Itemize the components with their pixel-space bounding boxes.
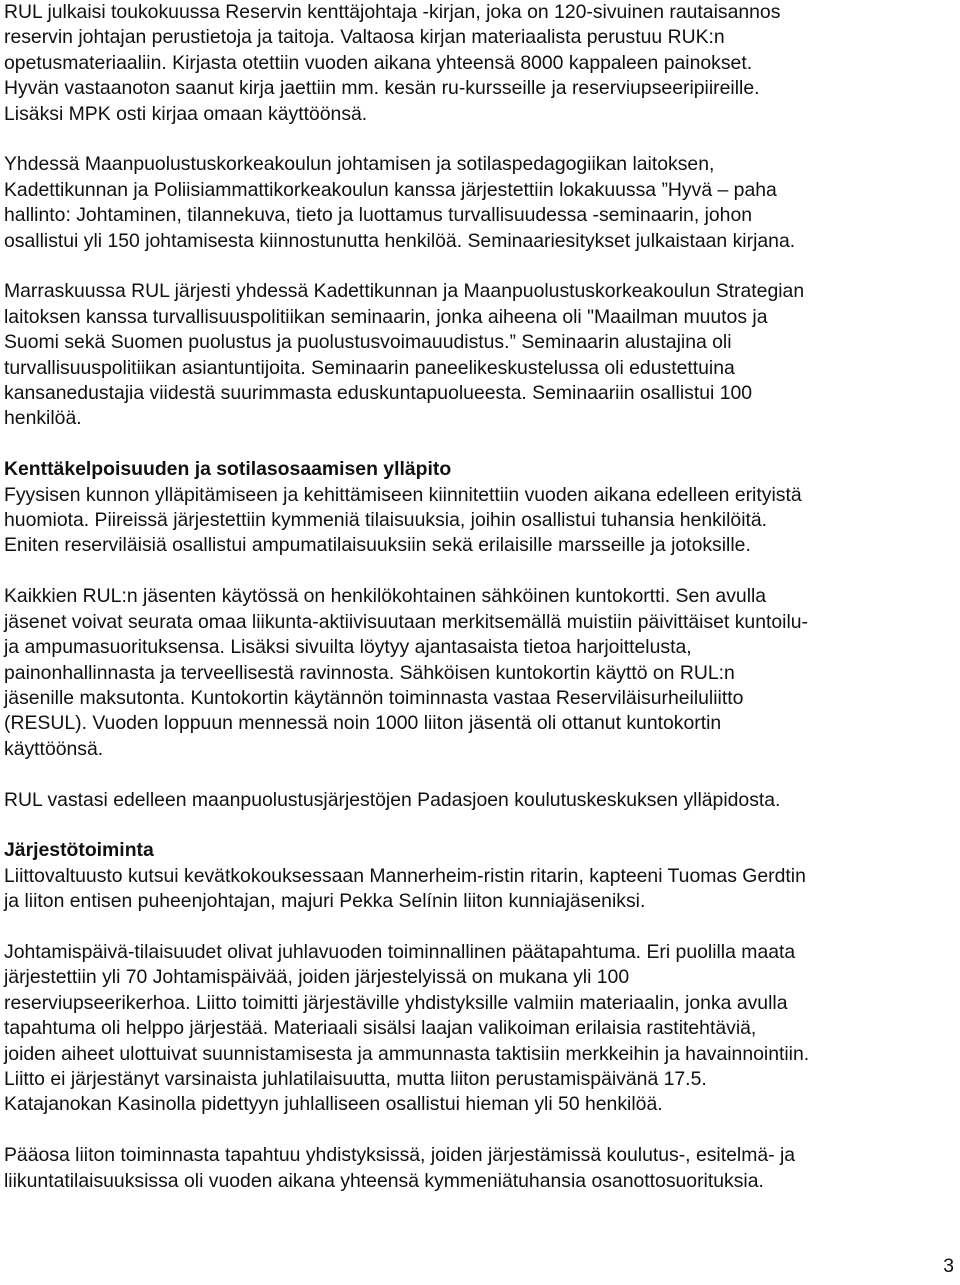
paragraph-security-policy-seminar	[4, 279, 956, 431]
text-line: painonhallinnasta ja terveellisestä ravinnosta. Sähköisen kuntokortin käyttö on RUL:n	[4, 661, 735, 684]
text-line: liikuntatilaisuuksissa oli vuoden aikana yhteensä kymmeniätuhansia osanottosuorituksia.	[4, 1169, 764, 1192]
paragraph-gap	[4, 127, 956, 152]
text-line: henkilöä.	[4, 407, 82, 430]
page-number: 3	[943, 1255, 954, 1277]
text-line: turvallisuuspolitiikan asiantuntijoita. Seminaarin paneelikeskustelussa oli edustettuina	[4, 356, 735, 379]
text-line: huomiota. Piireissä järjestettiin kymmeniä tilaisuuksia, joihin osallistui tuhansia henkilöitä.	[4, 509, 768, 532]
text-line: järjestettiin yli 70 Johtamispäivää, joiden järjestelyissä on mukana yli 100	[4, 966, 630, 989]
paragraph-association-activities	[4, 1143, 956, 1194]
paragraph-hallinto-seminar	[4, 152, 956, 254]
paragraph-gap	[4, 1118, 956, 1143]
paragraph-honorary-members	[4, 864, 956, 915]
paragraph-gap	[4, 915, 956, 940]
text-line: Liittovaltuusto kutsui kevätkokouksessaan Mannerheim-ristin ritarin, kapteeni Tuomas Gerdtin	[4, 864, 806, 887]
text-line: jäsenet voivat seurata omaa liikunta-aktiivisuutaan merkitsemällä muistiin päivittäiset kuntoilu-	[4, 610, 809, 633]
paragraph-fitness-card	[4, 584, 956, 762]
text-line: opetusmateriaaliin. Kirjasta otettiin vuoden aikana yhteensä 8000 kappaleen painokset.	[4, 51, 753, 74]
text-line: reserviupseerikerhoa. Liitto toimitti järjestäville yhdistyksille valmiin materiaalin, jonka avulla	[4, 991, 788, 1014]
section-heading-organization: Järjestötoiminta	[4, 839, 154, 862]
text-line: Eniten reserviläisiä osallistui ampumatilaisuuksiin sekä erilaisille marsseille ja jotoksille.	[4, 534, 751, 557]
text-line: Yhdessä Maanpuolustuskorkeakoulun johtamisen ja sotilaspedagogiikan laitoksen,	[4, 153, 715, 176]
text-line: Lisäksi MPK osti kirjaa omaan käyttöönsä.	[4, 102, 368, 125]
text-line: joiden aiheet ulottuivat suunnistamisesta ja ammunnasta taktisiin merkkeihin ja havainnointiin.	[4, 1042, 810, 1065]
text-line: RUL vastasi edelleen maanpuolustusjärjestöjen Padasjoen koulutuskeskuksen ylläpidosta.	[4, 788, 781, 811]
paragraph-gap	[4, 559, 956, 584]
text-line: Katajanokan Kasinolla pidettyyn juhlalliseen osallistui hieman yli 50 henkilöä.	[4, 1093, 663, 1116]
paragraph-padasjoki-center	[4, 788, 956, 813]
text-line: Johtamispäivä-tilaisuudet olivat juhlavuoden toiminnallinen päätapahtuma. Eri puolilla maata	[4, 940, 796, 963]
text-line: Kadettikunnan ja Poliisiammattikorkeakoulun kanssa järjestettiin lokakuussa ”Hyvä – paha	[4, 178, 777, 201]
text-line: kansanedustajia viidestä suurimmasta eduskuntapuolueesta. Seminaariin osallistui 100	[4, 382, 753, 405]
text-line: Marraskuussa RUL järjesti yhdessä Kadettikunnan ja Maanpuolustuskorkeakoulun Strategian	[4, 280, 805, 303]
text-line: Fyysisen kunnon ylläpitämiseen ja kehittämiseen kiinnitettiin vuoden aikana edelleen erityistä	[4, 483, 802, 506]
text-line: osallistui yli 150 johtamisesta kiinnostunutta henkilöä. Seminaariesitykset julkaistaan kirjana.	[4, 229, 796, 252]
paragraph-kenttajohtaja-book	[4, 0, 956, 127]
text-line: Kaikkien RUL:n jäsenten käytössä on henkilökohtainen sähköinen kuntokortti. Sen avulla	[4, 585, 767, 608]
text-line: laitoksen kanssa turvallisuuspolitiikan seminaarin, jonka aiheena oli "Maailman muutos ja	[4, 305, 768, 328]
text-line: RUL julkaisi toukokuussa Reservin kenttäjohtaja -kirjan, joka on 120-sivuinen rautaisannos	[4, 1, 781, 23]
text-line: käyttöönsä.	[4, 737, 104, 760]
text-line: Hyvän vastaanoton saanut kirja jaettiin mm. kesän ru-kursseille ja reserviupseeripiireille.	[4, 77, 760, 100]
text-line: hallinto: Johtaminen, tilannekuva, tieto ja luottamus turvallisuudessa -seminaarin, johon	[4, 204, 753, 227]
text-line: Pääosa liiton toiminnasta tapahtuu yhdistyksissä, joiden järjestämissä koulutus-, esitelmä- ja	[4, 1144, 796, 1167]
text-line: (RESUL). Vuoden loppuun mennessä noin 1000 liiton jäsentä oli ottanut kuntokortin	[4, 712, 722, 735]
paragraph-leadership-days	[4, 940, 956, 1118]
text-line: ja liiton entisen puheenjohtajan, majuri Pekka Selínin liiton kunniajäseniksi.	[4, 890, 646, 913]
paragraph-gap	[4, 254, 956, 279]
text-line: Liitto ei järjestänyt varsinaista juhlatilaisuutta, mutta liiton perustamispäivänä 17.5.	[4, 1067, 707, 1090]
section-heading-field-readiness: Kenttäkelpoisuuden ja sotilasosaamisen ylläpito	[4, 458, 452, 481]
text-line: reservin johtajan perustietoja ja taitoja. Valtaosa kirjan materiaalista perustuu RUK:n	[4, 26, 725, 49]
text-line: jäsenille maksutonta. Kuntokortin käytännön toiminnasta vastaa Reserviläisurheiluliitto	[4, 686, 744, 709]
text-line: tapahtuma oli helppo järjestää. Materiaali sisälsi laajan valikoiman erilaisia rastitehtäviä,	[4, 1017, 757, 1040]
text-line: Suomi sekä Suomen puolustus ja puolustusvoimauudistus.” Seminaarin alustajina oli	[4, 331, 732, 354]
paragraph-physical-fitness	[4, 483, 956, 559]
paragraph-gap	[4, 432, 956, 457]
text-line: ja ampumasuorituksensa. Lisäksi sivuilta löytyy ajantasaista tietoa harjoittelusta,	[4, 636, 692, 659]
paragraph-gap	[4, 762, 956, 787]
paragraph-gap	[4, 813, 956, 838]
document-page	[4, 0, 956, 1194]
